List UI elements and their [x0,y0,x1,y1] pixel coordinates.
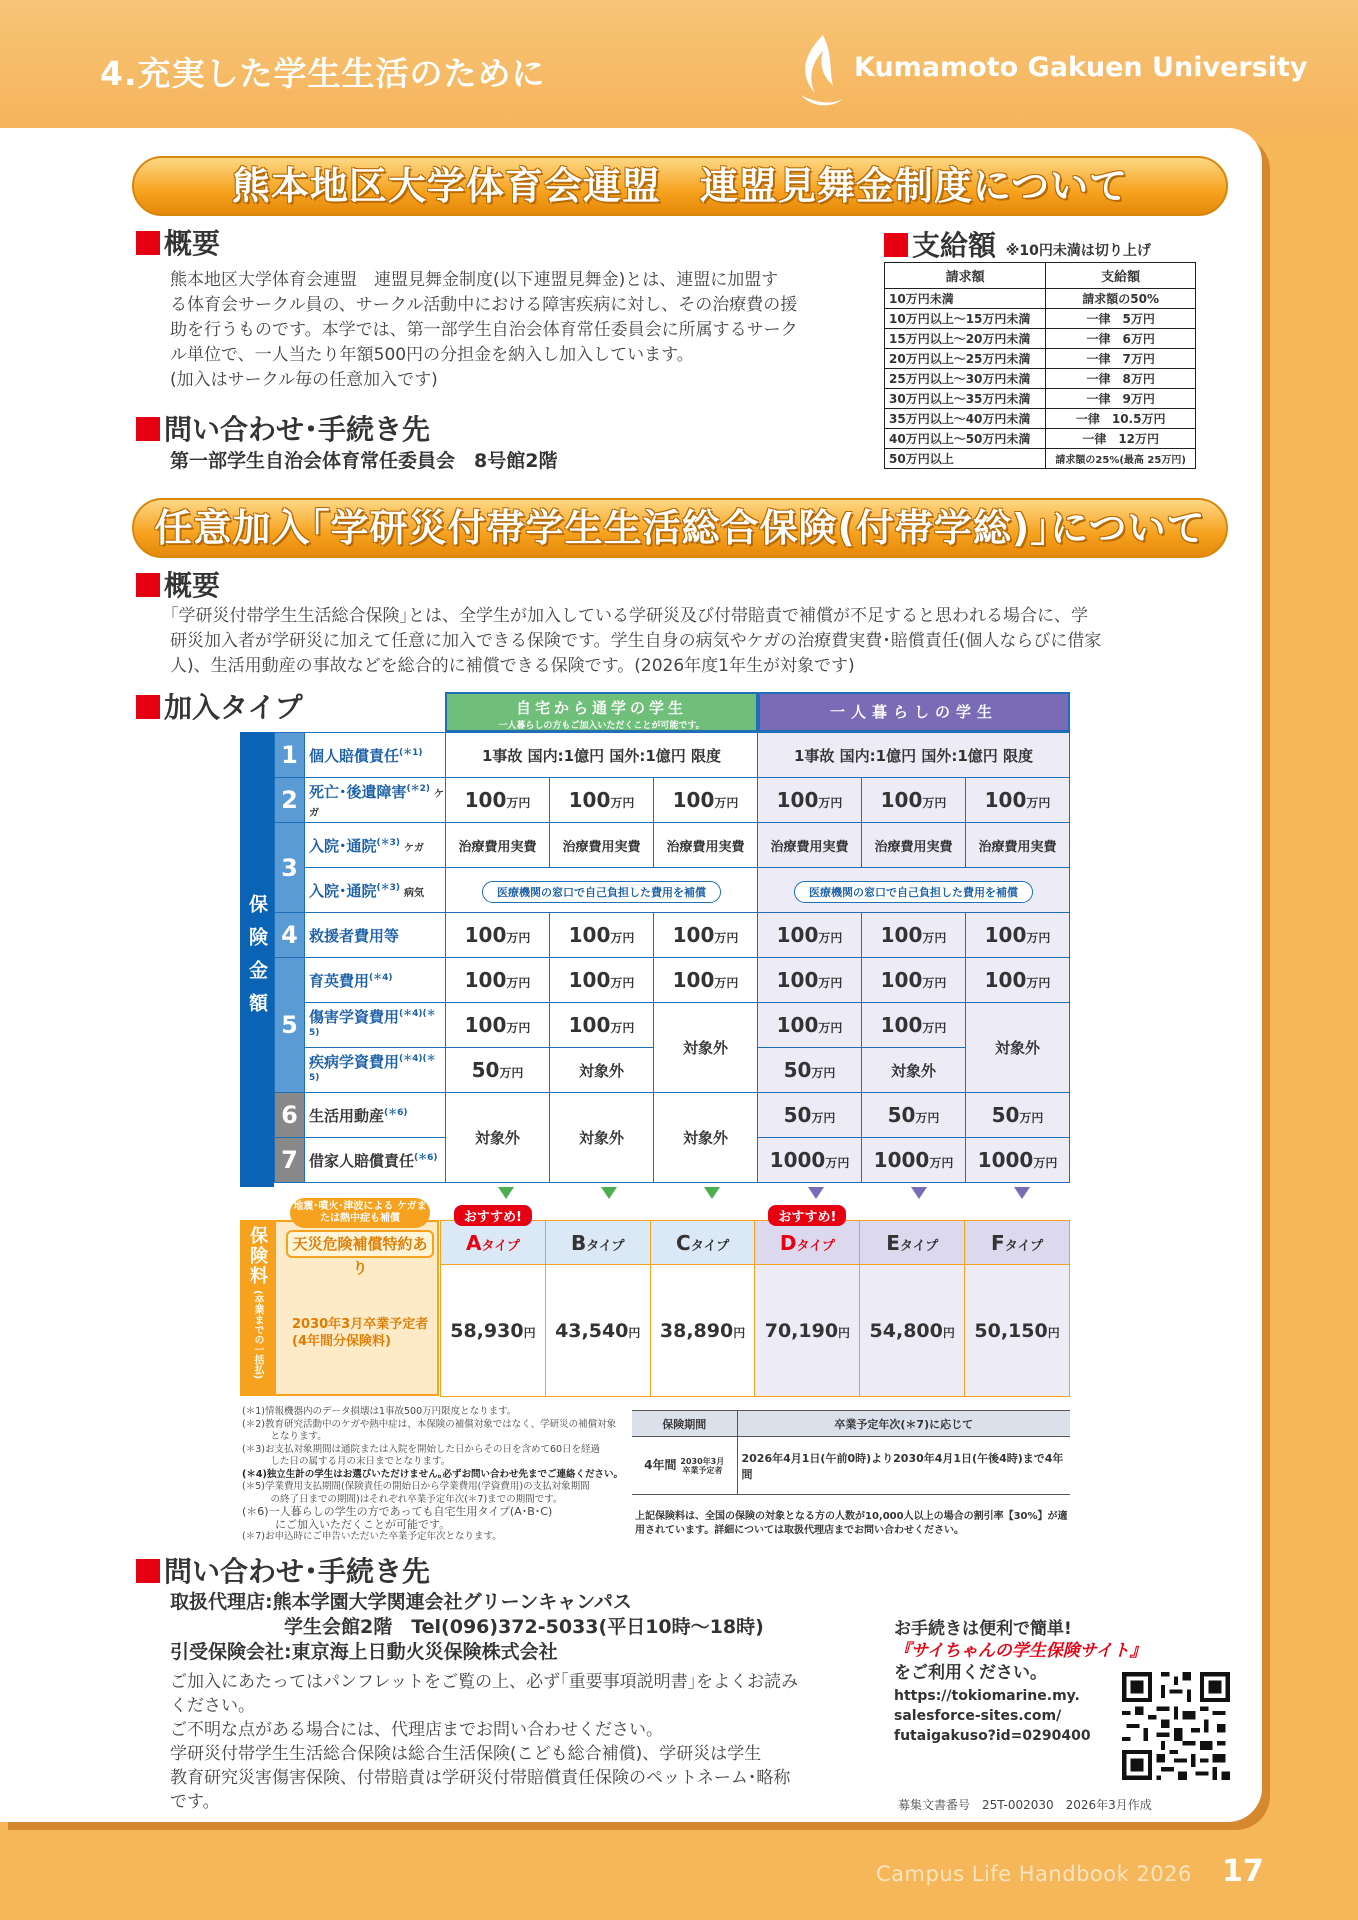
price-b: 43,540円 [545,1265,650,1397]
heading-overview-2: 概要 [136,564,220,604]
arrow-down-icon [601,1187,617,1199]
price-e: 54,800円 [860,1265,965,1397]
payment-table [884,262,1196,469]
table-row: 疾病学資費用$^{(*4)(*5)}$ 50万円 対象外 50万円 対象外 [275,1048,1070,1093]
university-name: Kumamoto Gakuen University [854,52,1308,83]
table-row: 30万円以上～35万円未満 一律 9万円 [885,389,1196,409]
coverage-side-label: 保険金額 [240,732,274,1187]
payment-header-amount: 支給額 [1046,263,1196,289]
table-row: 2 死亡･後遺障害$^{(*2)}$ ケガ 100万円 100万円 100万円 100万円 100万円 100万円 [275,778,1070,823]
payment-header-claim: 請求額 [885,263,1046,289]
contact-committee: 第一部学生自治会体育常任委員会 8号館2階 [170,450,558,472]
coverage-table [240,692,1070,1187]
table-row: 15万円以上～20万円未満 一律 6万円 [885,329,1196,349]
table-row: 入院･通院$^{(*3)}$ 病気 医療機関の窓口で自己負担した費用を補償 医療機関の窓口で自己負担した費用を補償 [275,868,1070,913]
chapter-title: 4.充実した学生生活のために [100,54,546,93]
quake-badge: 地震･噴火･津波による ケガまたは熱中症も補償 [290,1198,430,1228]
table-row: 50万円以上 請求額の25%(最高 25万円) [885,449,1196,469]
coverage-pill: 医療機関の窓口で自己負担した費用を補償 [794,881,1033,903]
header-home-students: 自宅から通学の学生 一人暮らしの方もご加入いただくことが可能です。 [445,692,758,732]
type-a: おすすめ! Aタイプ [441,1221,546,1265]
heading-contact-2: 問い合わせ･手続き先 [136,1550,430,1590]
table-row [441,1221,1070,1265]
table-row: 7 借家人賠償責任$^{(*6)}$ 1000万円 1000万円 1000万円 [275,1138,1070,1183]
heading-contact: 問い合わせ･手続き先 [136,408,430,448]
arrow-down-icon [1014,1187,1030,1199]
page-number: 17 [1222,1854,1264,1889]
recommend-badge: おすすめ! [454,1205,532,1226]
site-info: お手続きは便利で簡単! 『サイちゃんの学生保険サイト』 をご利用ください。 [894,1619,1147,1683]
discount-note: 上記保険料は、全国の保険の対象となる方の人数が10,000人以上の場合の割引率【30%】が適用されています。詳細については取扱代理店までお問い合わせください。 [635,1511,1068,1536]
final-notes: ご加入にあたってはパンフレットをご覧の上、必ず｢重要事項説明書｣をよくお読み ください。 ご不明な点がある場合には、代理店までお問い合わせください。 学研災付帯学生生活総合保険は総合生活保険(こども総合補償)、学研災は学生 教育研究災害傷害保険、付帯賠責は学研災付帯賠償責任保険のペットネーム･略称 です。 [170,1672,799,1812]
document-number: 募集文書番号 25T-002030 2026年3月作成 [898,1798,1152,1812]
arrow-down-icon [911,1187,927,1199]
agent-contact: 取扱代理店:熊本学園大学関連会社グリーンキャンパス 学生会館2階 Tel(096)372-5033(平日10時～18時) 引受保険会社:東京海上日動火災保険株式会社 [170,1591,764,1663]
price-f: 50,150円 [965,1265,1070,1397]
footnotes: (＊1)情報機器内のデータ損壊は1事故500万円限度となります。 (＊2)教育研究活動中のケガや熱中症は、本保険の補償対象ではなく、学研災の補償対象 となります。 (＊3)お支払対象期間は通院または入院を開始した日からその日を含めて60日を経過 した日の属する月の末日までとなります。 (＊4)独立生計の学生はお選びいただけません｡必ずお問い合わせ先までご連絡ください。 (＊5)学業費用支払期間(保険責任の開始日から学業費用(学資費用)の支払対象期間 の終了日までの期間)はそれぞれ卒業予定年次(＊7)までの期間です。 (＊6)一人暮らしの学生の方であっても自宅生用タイプ(A･B･C) にご加入いただくことが可能です。 (＊7)お申込時にご申告いただいた卒業予定年次となります。 [242,1406,624,1542]
table-row: 3 入院･通院$^{(*3)}$ ケガ 治療費用実費 治療費用実費 治療費用実費 治療費用実費 治療費用実費 治療費用実費 [275,823,1070,868]
period-table: 保険期間 卒業予定年次(＊7)に応じて 4年間 2030年3月 卒業予定者 2026年4月1日(午前0時)より2030年4月1日(午後4時)まで4年間 [632,1410,1070,1495]
site-url[interactable]: https://tokiomarine.my. salesforce-sites.com/ futaigakuso?id=0290400 [894,1688,1091,1744]
section-banner-insurance: 任意加入｢学研災付帯学生生活総合保険(付帯学総)｣について [132,498,1228,558]
qr-code-icon[interactable] [1122,1672,1230,1780]
table-row: 10万円以上～15万円未満 一律 5万円 [885,309,1196,329]
type-d: おすすめ! Dタイプ [755,1221,860,1265]
table-row [441,1265,1070,1397]
arrow-down-icon [808,1187,824,1199]
insurance-overview-text: ｢学研災付帯学生生活総合保険｣とは、全学生が加入している学研災及び付帯賠責で補償が不足すると思われる場合に、学 研災加入者が学研災に加えて任意に加入できる保険です。学生自身の病気やケガの治療費実費･賠償責任(個人ならびに借家 人)、生活用動産の事故などを総合的に補償できる保険です。(2026年度1年生が対象です) [170,606,1102,676]
type-e: Eタイプ [860,1221,965,1265]
type-b: Bタイプ [545,1221,650,1265]
header-alone-students: 一人暮らしの学生 [758,692,1070,732]
graduation-label: 2030年3月卒業予定者 (4年間分保険料) [292,1317,429,1349]
table-row: 4 救援者費用等 100万円 100万円 100万円 100万円 100万円 100万円 [275,913,1070,958]
type-c: Cタイプ [650,1221,755,1265]
heading-payment: 支給額 ※10円未満は切り上げ [884,224,1151,264]
table-row: 35万円以上～40万円未満 一律 10.5万円 [885,409,1196,429]
university-logo-icon [793,33,849,113]
heading-types: 加入タイプ [136,686,303,726]
table-row: 25万円以上～30万円未満 一律 8万円 [885,369,1196,389]
table-row: 傷害学資費用$^{(*4)(*5)}$ 100万円 100万円 対象外 100万円 100万円 対象外 [275,1003,1070,1048]
price-c: 38,890円 [650,1265,755,1397]
recommend-badge: おすすめ! [768,1205,846,1226]
premium-side-label: 保険料 (卒業までの一括払) [240,1220,274,1396]
table-row: 40万円以上～50万円未満 一律 12万円 [885,429,1196,449]
table-row: 10万円未満 請求額の50% [885,289,1196,309]
section-banner-federation: 熊本地区大学体育会連盟 連盟見舞金制度について [132,156,1228,216]
table-row: 5 育英費用$^{(*4)}$ 100万円 100万円 100万円 100万円 100万円 100万円 [275,958,1070,1003]
arrow-down-icon [498,1187,514,1199]
overview-text: 熊本地区大学体育会連盟 連盟見舞金制度(以下連盟見舞金)とは、連盟に加盟す る体育会サークル員の、サークル活動中における障害疾病に対し、その治療費の援 助を行うものです。本学では、第一部学生自治会体育常任委員会に所属するサーク ル単位で、一人当たり年額500円の分担金を納入し加入しています。 (加入はサークル毎の任意加入です) [170,270,798,390]
disaster-rider-label: 天災危険補償特約あり [286,1230,434,1258]
premium-table [240,1201,1070,1396]
arrow-down-icon [704,1187,720,1199]
price-d: 70,190円 [755,1265,860,1397]
coverage-pill: 医療機関の窓口で自己負担した費用を補償 [482,881,721,903]
handbook-footer: Campus Life Handbook 2026 [876,1862,1192,1886]
type-f: Fタイプ [965,1221,1070,1265]
table-row: 6 生活用動産$^{(*6)}$ 対象外 対象外 対象外 50万円 50万円 50万円 [275,1093,1070,1138]
heading-overview: 概要 [136,222,220,262]
price-a: 58,930円 [441,1265,546,1397]
table-row: 1 個人賠償責任$^{(*1)}$ 1事故 国内:1億円 国外:1億円 限度 1事故 国内:1億円 国外:1億円 限度 [275,733,1070,778]
table-row: 20万円以上～25万円未満 一律 7万円 [885,349,1196,369]
